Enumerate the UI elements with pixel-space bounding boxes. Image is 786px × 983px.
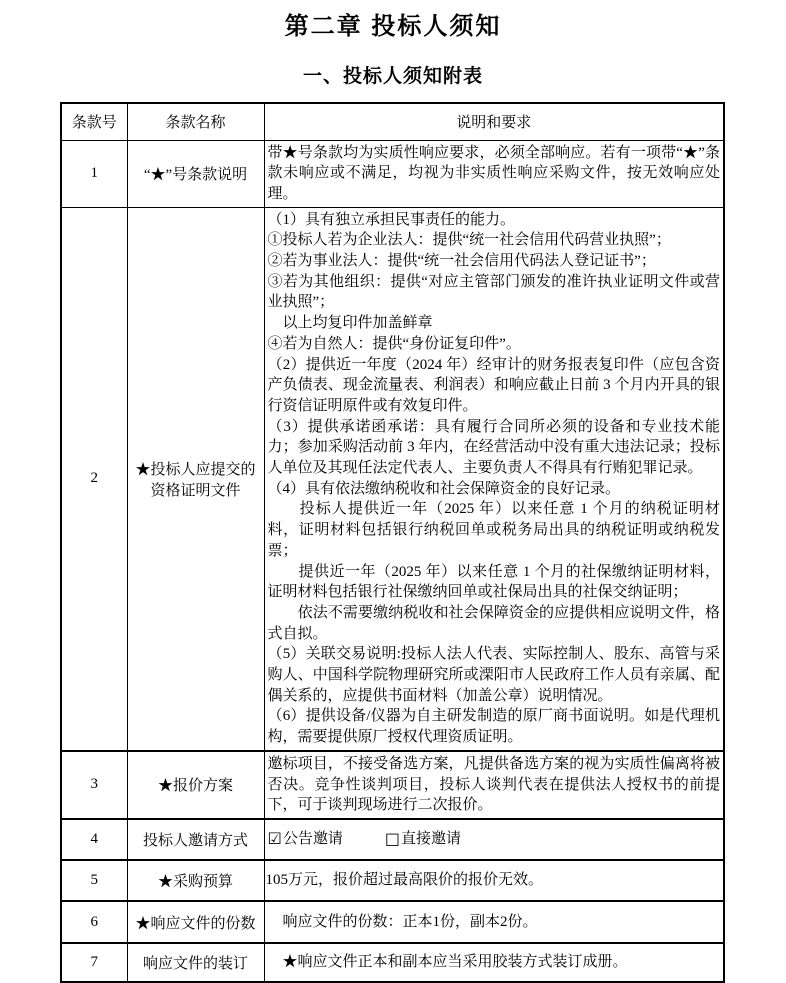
content-line: 邀标项目，不接受备选方案，凡提供备选方案的视为实质性偏离将被否决。竞争性谈判项目，投标人谈判代表在提供法人授权书的前提下，可于谈判现场进行二次报价。 [267, 755, 720, 814]
content-line: 以上均复印件加盖鲜章 [267, 315, 433, 332]
content-line: 105万元，报价超过最高限价的报价无效。 [265, 872, 544, 889]
bidder-notice-table [60, 102, 725, 983]
checkbox-label: 直接邀请 [400, 831, 461, 848]
content-line: （6）提供设备/仪器为自主研发制造的原厂商书面说明。如是代理机构，需要提供原厂授权代理资质证明。 [267, 708, 720, 746]
clause-name-cell: 投标人邀请方式 [127, 819, 264, 860]
clause-number-cell: 1 [61, 140, 127, 207]
table-row [61, 751, 724, 819]
content-line: （4）具有依法缴纳税收和社会保障资金的良好记录。 [267, 480, 621, 497]
clause-content-cell [264, 943, 724, 982]
invitation-checkbox-1 [268, 829, 343, 850]
clause-number-cell: 5 [61, 860, 127, 901]
clause-content-cell [264, 819, 724, 860]
clause-number-cell: 3 [61, 751, 127, 819]
content-line: （3）提供承诺函承诺：具有履行合同所必须的设备和专业技术能力；参加采购活动前 3 年内，在经营活动中没有重大违法记录；投标人单位及其现任法定代表人、主要负责人不得具有行贿犯罪记录。 [267, 418, 720, 477]
clause-number-cell: 4 [61, 819, 127, 860]
clause-number-cell: 6 [61, 901, 127, 943]
table-body [61, 140, 724, 982]
table-row [61, 901, 724, 943]
clause-content-cell [264, 901, 724, 943]
invitation-checkbox-2 [385, 829, 461, 850]
clause-content-cell [264, 207, 724, 751]
content-line: ③若为其他组织：提供“对应主管部门颁发的准许执业证明文件或营业执照”； [267, 273, 720, 311]
invitation-method-options [268, 829, 721, 850]
content-line: 依法不需要缴纳税收和社会保障资金的应提供相应说明文件，格式自拟。 [267, 604, 720, 642]
clause-content-cell [264, 860, 724, 901]
header-clause-number: 条款号 [61, 103, 127, 140]
content-line: （2）提供近一年度（2024 年）经审计的财务报表复印件（应包含资产负债表、现金流量表、利润表）和响应截止日前 3 个月内开具的银行资信证明原件或有效复印件。 [267, 356, 720, 414]
content-line: ④若为自然人：提供“身份证复印件”。 [267, 335, 521, 352]
content-line: （5）关联交易说明:投标人法人代表、实际控制人、股东、高管与采购人、中国科学院物理研究所或溧阳市人民政府工作人员有亲属、配偶关系的，应提供书面材料（加盖公章）说明情况。 [267, 646, 720, 704]
header-clause-name: 条款名称 [127, 103, 264, 140]
clause-content-cell [264, 751, 724, 819]
clause-name-cell: ★投标人应提交的资格证明文件 [127, 207, 264, 751]
content-line: 投标人提供近一年（2025 年）以来任意 1 个月的纳税证明材料，证明材料包括银行纳税回单或税务局出具的纳税证明或纳税发票； [267, 501, 720, 559]
table-header-row [61, 103, 724, 140]
content-line: ①投标人若为企业法人：提供“统一社会信用代码营业执照”； [267, 232, 671, 249]
clause-name-cell: “★”号条款说明 [127, 140, 264, 207]
clause-name-cell: ★采购预算 [127, 860, 264, 901]
content-line: （1）具有独立承担民事责任的能力。 [267, 211, 516, 228]
clause-name-cell: 响应文件的装订 [127, 943, 264, 982]
section-title: 一、投标人须知附表 [302, 66, 483, 87]
table-row [61, 207, 724, 751]
clause-name-cell: ★响应文件的份数 [127, 901, 264, 943]
content-line: 带★号条款均为实质性响应要求，必须全部响应。若有一项带“★”条款未响应或不满足，均视为非实质性响应采购文件，按无效响应处理。 [267, 144, 720, 202]
content-line: ②若为事业法人：提供“统一社会信用代码法人登记证书”； [267, 253, 656, 270]
table-row [61, 860, 724, 901]
clause-number-cell: 7 [61, 943, 127, 982]
clause-content-cell [264, 140, 724, 207]
content-line: 提供近一年（2025 年）以来任意 1 个月的社保缴纳证明材料，证明材料包括银行社保缴纳回单或社保局出具的社保交纳证明； [267, 563, 720, 601]
table-row [61, 140, 724, 207]
content-line: 响应文件的份数：正本1份，副本2份。 [267, 913, 538, 930]
checkbox-checked-icon: ☑ [267, 829, 282, 849]
content-line: ★响应文件正本和副本应当采用胶装方式装订成册。 [267, 954, 628, 971]
table-row [61, 819, 724, 860]
header-description: 说明和要求 [264, 103, 724, 140]
clause-name-cell: ★报价方案 [127, 751, 264, 819]
table-row [61, 943, 724, 982]
chapter-title: 第二章 投标人须知 [284, 13, 502, 40]
checkbox-unchecked-icon: □ [384, 829, 400, 849]
checkbox-label: 公告邀请 [282, 831, 343, 848]
clause-number-cell: 2 [61, 207, 127, 751]
